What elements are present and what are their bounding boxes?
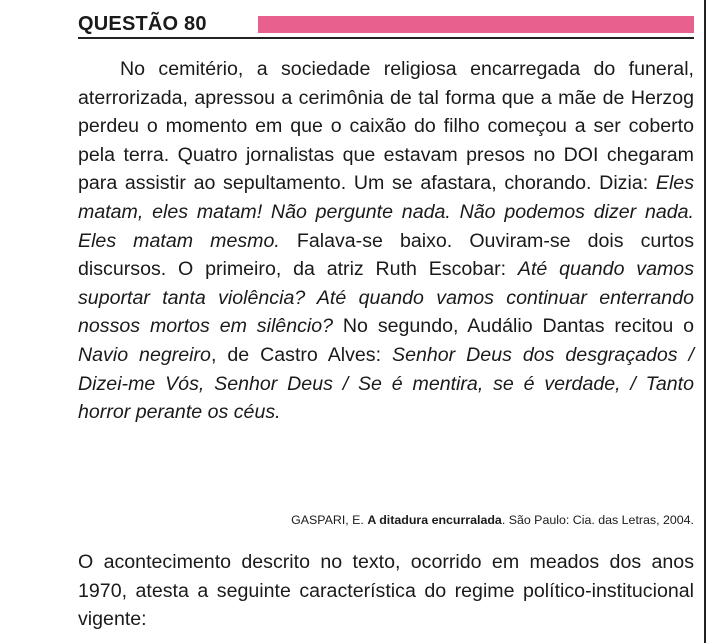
citation-publisher: . São Paulo: Cia. das Letras, 2004. bbox=[501, 513, 694, 527]
header-rule bbox=[78, 37, 694, 39]
source-citation bbox=[78, 512, 694, 528]
passage-work-title: Navio negreiro bbox=[78, 343, 211, 366]
passage-segment: No cemitério, a sociedade religiosa encarregada do funeral, aterrorizada, apressou a cerimônia de tal forma que a mãe de Herzog perdeu o momento em que o caixão do filho começou a ser coberto pela terra. Quatro jornalistas que estavam presos no DOI chegaram para assistir ao sepultamento. Um se afastara, chorando. Dizia: bbox=[78, 58, 694, 195]
passage-segment: Falava-se baixo. Ouviram-se dois curtos discursos. O primeiro, da atriz Ruth Escobar: bbox=[78, 229, 694, 281]
question-title: QUESTÃO 80 bbox=[78, 13, 207, 35]
header-accent-bar bbox=[258, 16, 694, 33]
passage-poem-quote: Senhor Deus dos desgraçados / Dizei-me Vós, Senhor Deus / Se é mentira, se é verdade, / Tanto horror perante os céus. bbox=[78, 343, 694, 424]
passage-text bbox=[78, 55, 694, 427]
question-stem: O acontecimento descrito no texto, ocorrido em meados dos anos 1970, atesta a seguinte característica do regime político-institucional vigente: bbox=[78, 551, 694, 631]
passage-quote: Eles matam, eles matam! Não pergunte nada. Não podemos dizer nada. Eles matam mesmo. bbox=[78, 172, 694, 252]
passage-quote: Até quando vamos suportar tanta violência? Até quando vamos continuar enterrando nossos mortos em silêncio? bbox=[78, 258, 695, 338]
question-header bbox=[78, 12, 694, 38]
passage-segment: , de Castro Alves: bbox=[210, 343, 393, 366]
page-right-border bbox=[704, 0, 706, 643]
passage-segment: No segundo, Audálio Dantas recitou o bbox=[333, 315, 694, 338]
citation-book-title: A ditadura encurralada bbox=[367, 513, 502, 527]
citation-author: GASPARI, E. bbox=[291, 513, 368, 527]
